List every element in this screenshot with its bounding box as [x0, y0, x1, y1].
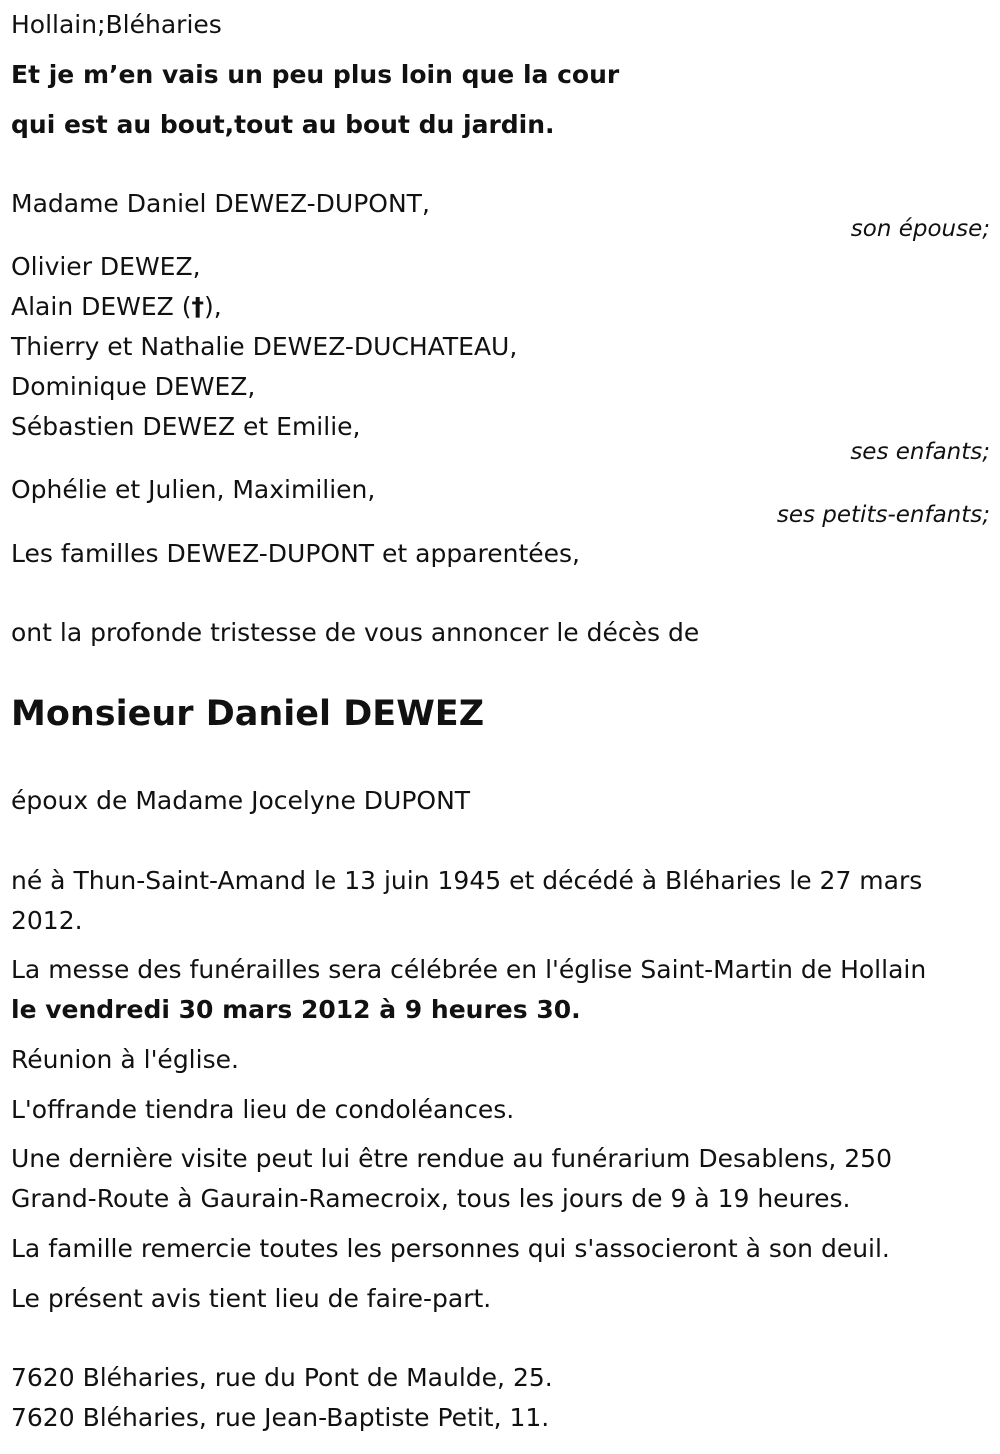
- spouse-name: Madame Daniel DEWEZ-DUPONT,: [11, 189, 430, 218]
- address-1: 7620 Bléharies, rue du Pont de Maulde, 25.: [11, 1363, 553, 1392]
- grandchildren-role: ses petits-enfants;: [776, 502, 990, 528]
- child-2-suffix: ),: [204, 292, 222, 321]
- visit-line-2: Grand-Route à Gaurain-Ramecroix, tous les jours de 9 à 19 heures.: [11, 1184, 851, 1213]
- offering: L'offrande tiendra lieu de condoléances.: [11, 1095, 515, 1124]
- mass-line-2: le vendredi 30 mars 2012 à 9 heures 30.: [11, 995, 581, 1024]
- families: Les familles DEWEZ-DUPONT et apparentées,: [11, 539, 580, 568]
- child-5: Sébastien DEWEZ et Emilie,: [11, 412, 361, 441]
- child-3: Thierry et Nathalie DEWEZ-DUCHATEAU,: [11, 332, 518, 361]
- cross-icon: †: [191, 292, 204, 321]
- child-4: Dominique DEWEZ,: [11, 372, 256, 401]
- poem-line-1: Et je m’en vais un peu plus loin que la cour: [11, 60, 620, 89]
- child-2-name: Alain DEWEZ (: [11, 292, 192, 321]
- location-header: Hollain;Bléharies: [11, 10, 222, 39]
- notice: Le présent avis tient lieu de faire-part.: [11, 1284, 492, 1313]
- deceased-name: Monsieur Daniel DEWEZ: [11, 694, 485, 734]
- spouse-role: son épouse;: [850, 216, 990, 242]
- thanks: La famille remercie toutes les personnes qui s'associeront à son deuil.: [11, 1234, 890, 1263]
- announcement-intro: ont la profonde tristesse de vous annoncer le décès de: [11, 618, 700, 647]
- poem-line-2: qui est au bout,tout au bout du jardin.: [11, 110, 555, 139]
- birth-death-line-2: 2012.: [11, 906, 83, 935]
- grandchildren: Ophélie et Julien, Maximilien,: [11, 475, 376, 504]
- visit-line-1: Une dernière visite peut lui être rendue au funérarium Desablens, 250: [11, 1144, 892, 1173]
- mass-line-1: La messe des funérailles sera célébrée en l'église Saint-Martin de Hollain: [11, 955, 927, 984]
- children-role: ses enfants;: [850, 439, 990, 465]
- birth-death-line-1: né à Thun-Saint-Amand le 13 juin 1945 et décédé à Bléharies le 27 mars: [11, 866, 923, 895]
- child-2: [11, 292, 222, 322]
- meeting: Réunion à l'église.: [11, 1045, 239, 1074]
- spouse-of: époux de Madame Jocelyne DUPONT: [11, 786, 471, 815]
- child-1: Olivier DEWEZ,: [11, 252, 201, 281]
- address-2: 7620 Bléharies, rue Jean-Baptiste Petit, 11.: [11, 1403, 550, 1432]
